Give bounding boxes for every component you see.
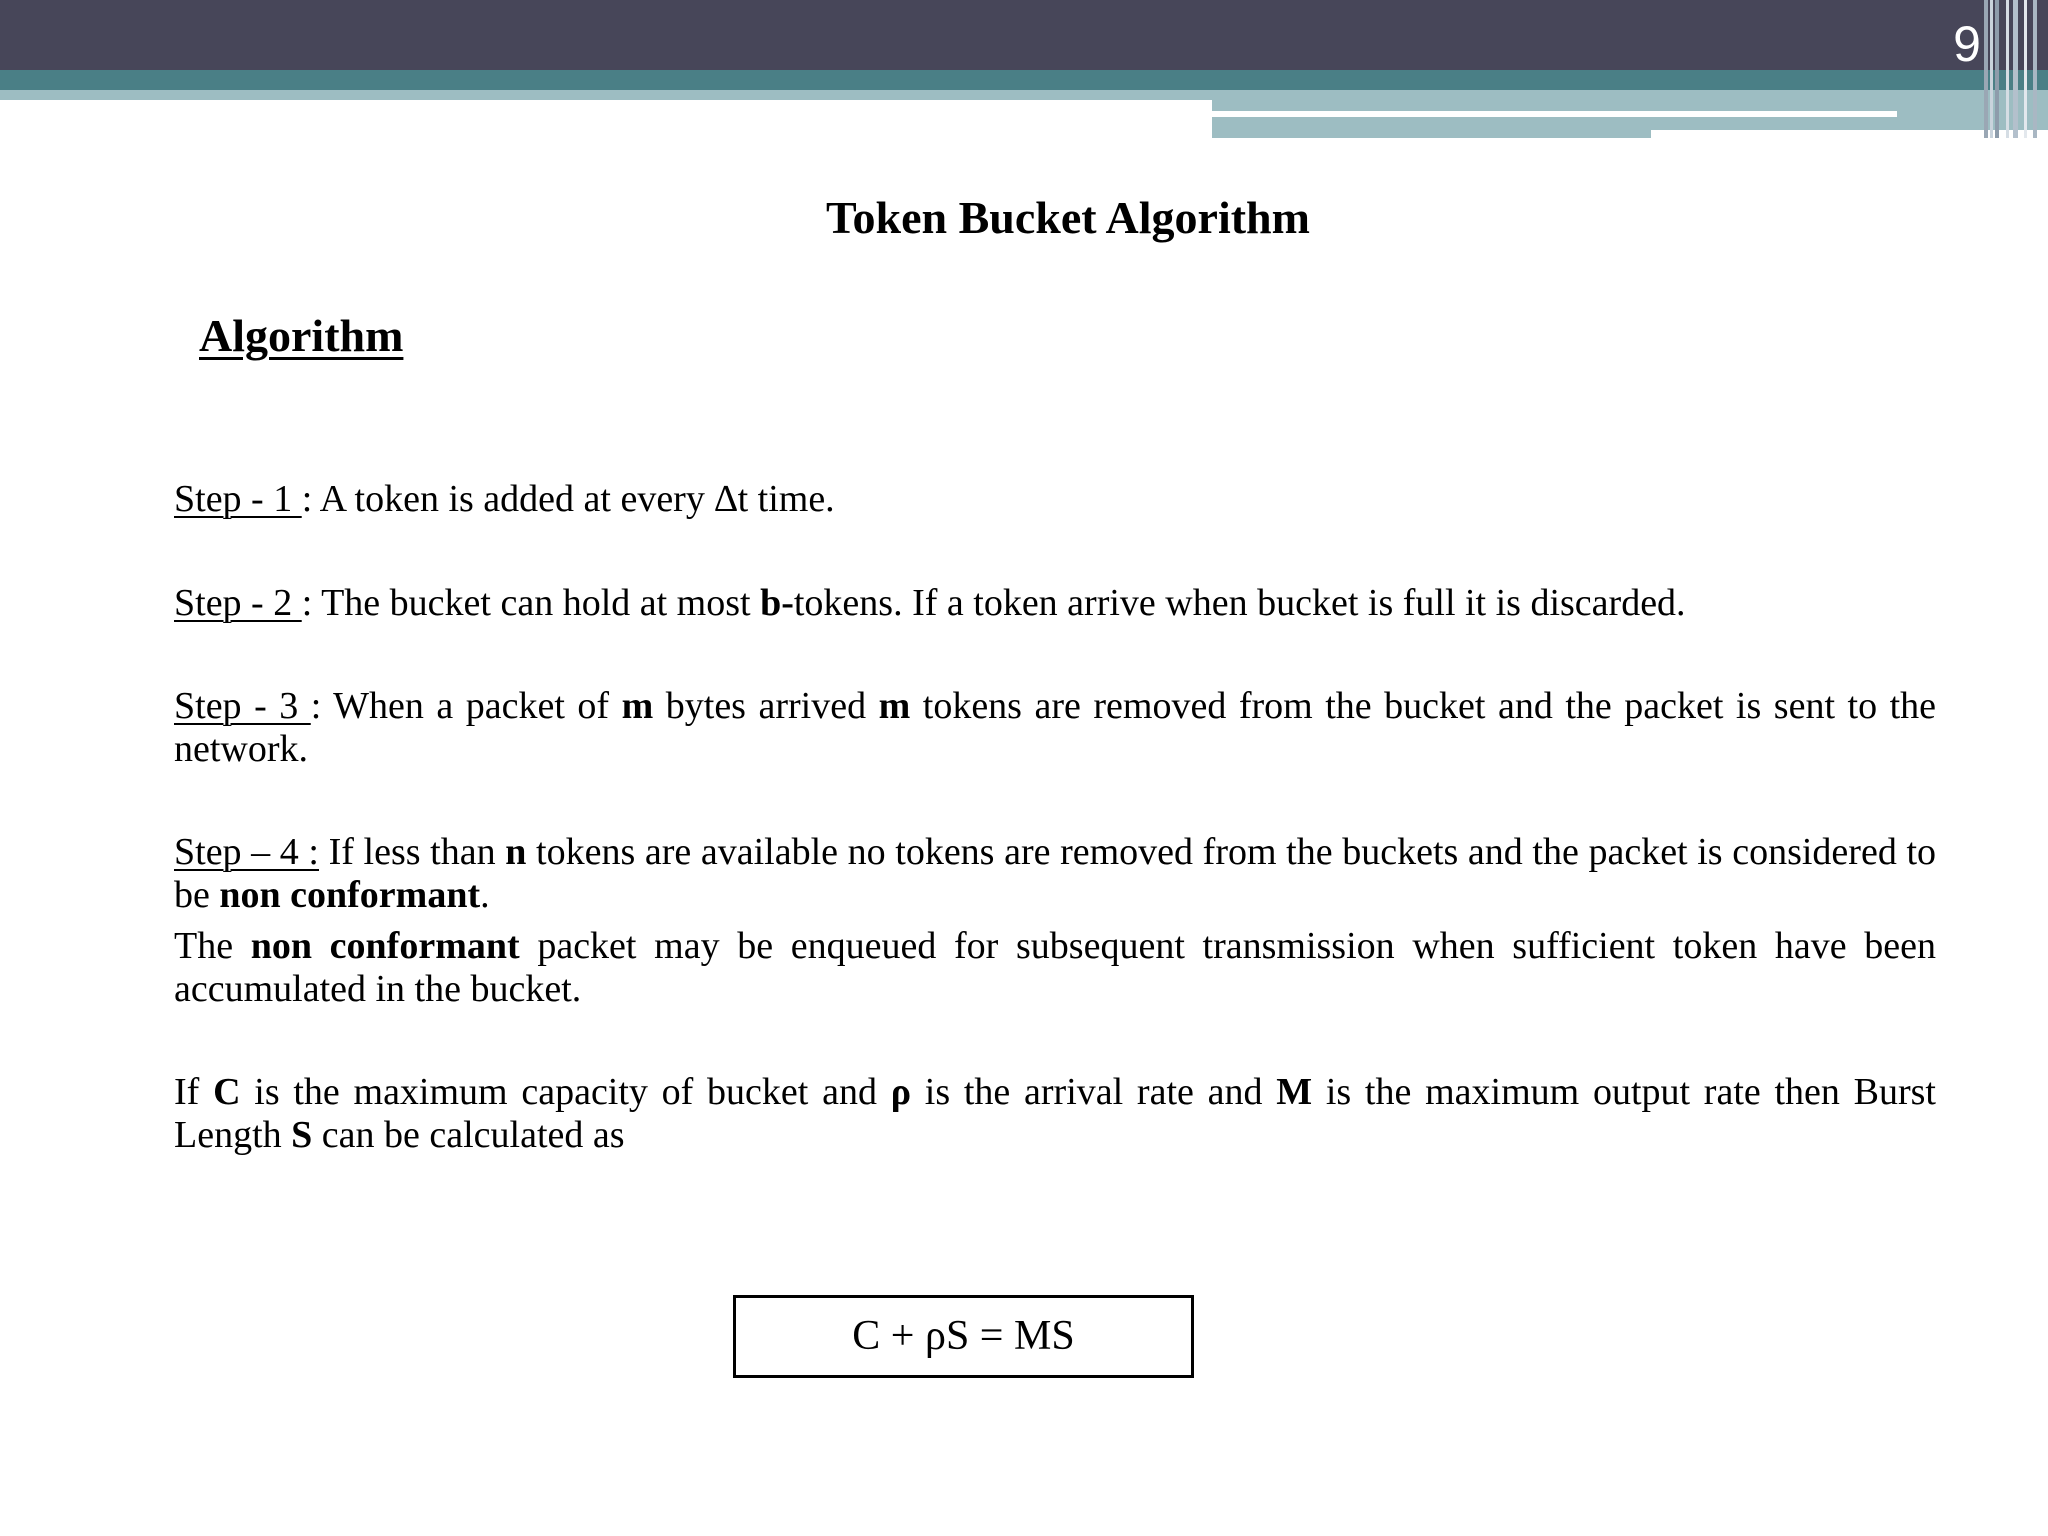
burst-text: is the maximum capacity of bucket and xyxy=(240,1071,891,1113)
step-text: bytes arrived xyxy=(653,685,879,727)
slide-number: 9 xyxy=(1953,16,1981,72)
header-bar xyxy=(0,0,2048,70)
step-text: tokens. If a token arrive when bucket is full it is discarded. xyxy=(793,582,1686,624)
bold-term: non conformant xyxy=(250,925,520,967)
burst-text: is the arrival rate and xyxy=(911,1071,1277,1113)
bold-term: C xyxy=(213,1071,241,1113)
step-text: : When a packet of xyxy=(310,685,622,727)
step-label: Step - 3 xyxy=(174,685,311,727)
step-2-paragraph xyxy=(174,582,1936,625)
header-stripe xyxy=(2013,0,2018,138)
note-text: packet may be enqueued for subsequent transmission when sufficient token have been accumulated in the bucket. xyxy=(174,925,1936,1010)
step-4-paragraph xyxy=(174,831,1936,917)
step-label: Step - 1 xyxy=(174,478,302,520)
header-light-band xyxy=(0,90,1212,100)
step-text: : A token is added at every ∆t time. xyxy=(301,478,835,520)
burst-text: can be calculated as xyxy=(312,1114,625,1156)
step-1-paragraph xyxy=(174,478,1936,521)
step-text: If less than xyxy=(319,831,506,873)
section-heading: Algorithm xyxy=(199,310,404,361)
step-text: : The bucket can hold at most xyxy=(301,582,761,624)
bold-term: b- xyxy=(760,582,794,624)
bold-term: m xyxy=(621,685,654,727)
burst-length-paragraph xyxy=(174,1071,1936,1157)
header-stripe xyxy=(2024,0,2027,138)
bold-term: n xyxy=(505,831,527,873)
bold-term: ρ xyxy=(890,1071,912,1113)
bold-term: S xyxy=(291,1114,313,1156)
bold-term: M xyxy=(1276,1071,1313,1113)
step-label: Step - 2 xyxy=(174,582,302,624)
header-divider-line xyxy=(1212,111,1897,117)
bold-term: m xyxy=(878,685,911,727)
header-stripe xyxy=(2033,0,2037,138)
slide-title: Token Bucket Algorithm xyxy=(826,192,1310,243)
header-stripe xyxy=(1990,0,1993,138)
header-stripe xyxy=(2006,0,2009,138)
header-stripe xyxy=(1995,0,1999,138)
step-text: . xyxy=(480,874,490,916)
note-text: The xyxy=(174,925,251,967)
step-text: tokens are removed from the bucket and the packet is sent to the network. xyxy=(174,685,1937,770)
step-text: tokens are available no tokens are removed from the buckets and the packet is considered to be xyxy=(174,831,1936,916)
burst-text: If xyxy=(174,1071,214,1113)
header-divider-line xyxy=(1651,130,2048,138)
non-conformant-note xyxy=(174,925,1936,1011)
step-3-paragraph xyxy=(174,685,1936,771)
formula-box: C + ρS = MS xyxy=(733,1295,1194,1378)
step-label: Step – 4 : xyxy=(174,831,319,873)
bold-term: non conformant xyxy=(219,874,481,916)
header-accent-band xyxy=(0,70,2048,90)
burst-text: is the maximum output rate then Burst Length xyxy=(174,1071,1936,1156)
